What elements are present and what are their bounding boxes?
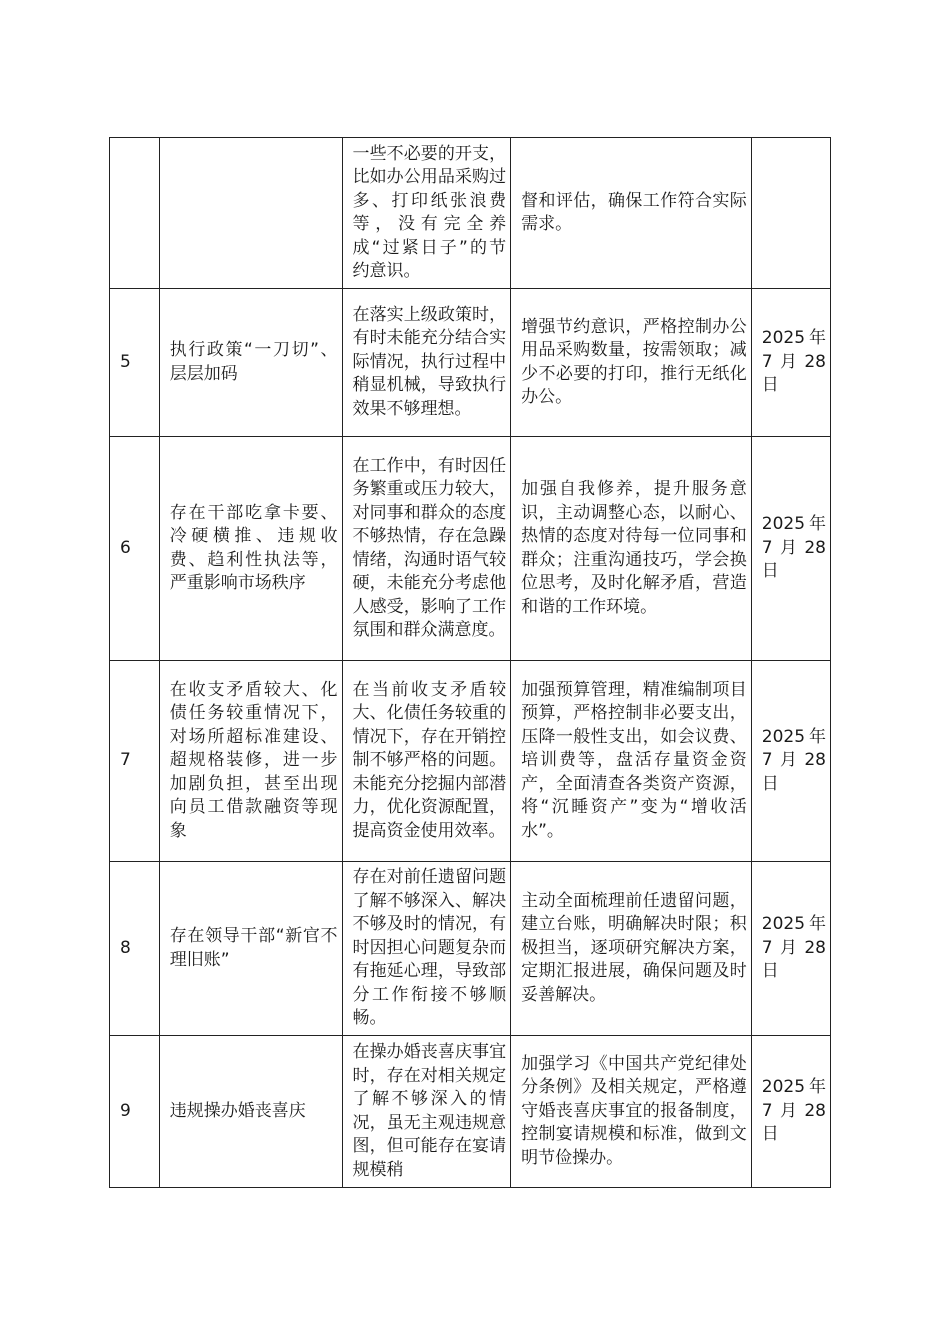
description-cell: 存在对前任遗留问题了解不够深入、解决不够及时的情况，有时因担心问题复杂而有拖延心理，导致部分工作衔接不够顺畅。: [342, 862, 511, 1036]
row-number: 6: [110, 437, 160, 661]
measure-cell: 加强预算管理，精准编制项目预算，严格控制非必要支出，压降一般性支出，如会议费、培训费等，盘活存量资金资产，全面清查各类资产资源，将“沉睡资产”变为“增收活水”。: [511, 661, 752, 862]
date-cell: 2025年7月28日: [751, 437, 830, 661]
measure-cell: 督和评估，确保工作符合实际需求。: [511, 138, 752, 289]
row-number: 8: [110, 862, 160, 1036]
row-number: [110, 138, 160, 289]
row-number: 5: [110, 289, 160, 437]
measure-cell: 加强学习《中国共产党纪律处分条例》及相关规定，严格遵守婚丧喜庆事宜的报备制度，控制宴请规模和标准，做到文明节俭操办。: [511, 1036, 752, 1188]
description-cell: 在工作中，有时因任务繁重或压力较大，对同事和群众的态度不够热情，存在急躁情绪，沟通时语气较硬，未能充分考虑他人感受，影响了工作氛围和群众满意度。: [342, 437, 511, 661]
measure-cell: 增强节约意识，严格控制办公用品采购数量，按需领取；减少不必要的打印，推行无纸化办公。: [511, 289, 752, 437]
description-cell: 在操办婚丧喜庆事宜时，存在对相关规定了解不够深入的情况，虽无主观违规意图，但可能存在宴请规模稍: [342, 1036, 511, 1188]
date-cell: 2025年7月28日: [751, 862, 830, 1036]
description-cell: 一些不必要的开支，比如办公用品采购过多、打印纸张浪费等，没有完全养成“过紧日子”的节约意识。: [342, 138, 511, 289]
issue-cell: 存在干部吃拿卡要、冷硬横推、违规收费、趋利性执法等，严重影响市场秩序: [159, 437, 342, 661]
date-cell: 2025年7月28日: [751, 289, 830, 437]
measure-cell: 加强自我修养，提升服务意识，主动调整心态，以耐心、热情的态度对待每一位同事和群众；注重沟通技巧，学会换位思考，及时化解矛盾，营造和谐的工作环境。: [511, 437, 752, 661]
issue-cell: 在收支矛盾较大、化债任务较重情况下，对场所超标准建设、超规格装修，进一步加剧负担，甚至出现向员工借款融资等现象: [159, 661, 342, 862]
rectification-table: [109, 137, 831, 1188]
measure-cell: 主动全面梳理前任遗留问题，建立台账，明确解决时限；积极担当，逐项研究解决方案，定期汇报进展，确保问题及时妥善解决。: [511, 862, 752, 1036]
issue-cell: 存在领导干部“新官不理旧账”: [159, 862, 342, 1036]
row-number: 7: [110, 661, 160, 862]
table-row: [110, 661, 831, 862]
table-row: [110, 138, 831, 289]
date-cell: 2025年7月28日: [751, 661, 830, 862]
row-number: 9: [110, 1036, 160, 1188]
issue-cell: 违规操办婚丧喜庆: [159, 1036, 342, 1188]
table-row: [110, 437, 831, 661]
issue-cell: 执行政策“一刀切”、层层加码: [159, 289, 342, 437]
description-cell: 在落实上级政策时，有时未能充分结合实际情况，执行过程中稍显机械，导致执行效果不够理想。: [342, 289, 511, 437]
table-row: [110, 289, 831, 437]
description-cell: 在当前收支矛盾较大、化债任务较重的情况下，存在开销控制不够严格的问题。未能充分挖掘内部潜力，优化资源配置，提高资金使用效率。: [342, 661, 511, 862]
date-cell: 2025年7月28日: [751, 1036, 830, 1188]
table-row: [110, 1036, 831, 1188]
date-cell: [751, 138, 830, 289]
issue-cell: [159, 138, 342, 289]
table-row: [110, 862, 831, 1036]
